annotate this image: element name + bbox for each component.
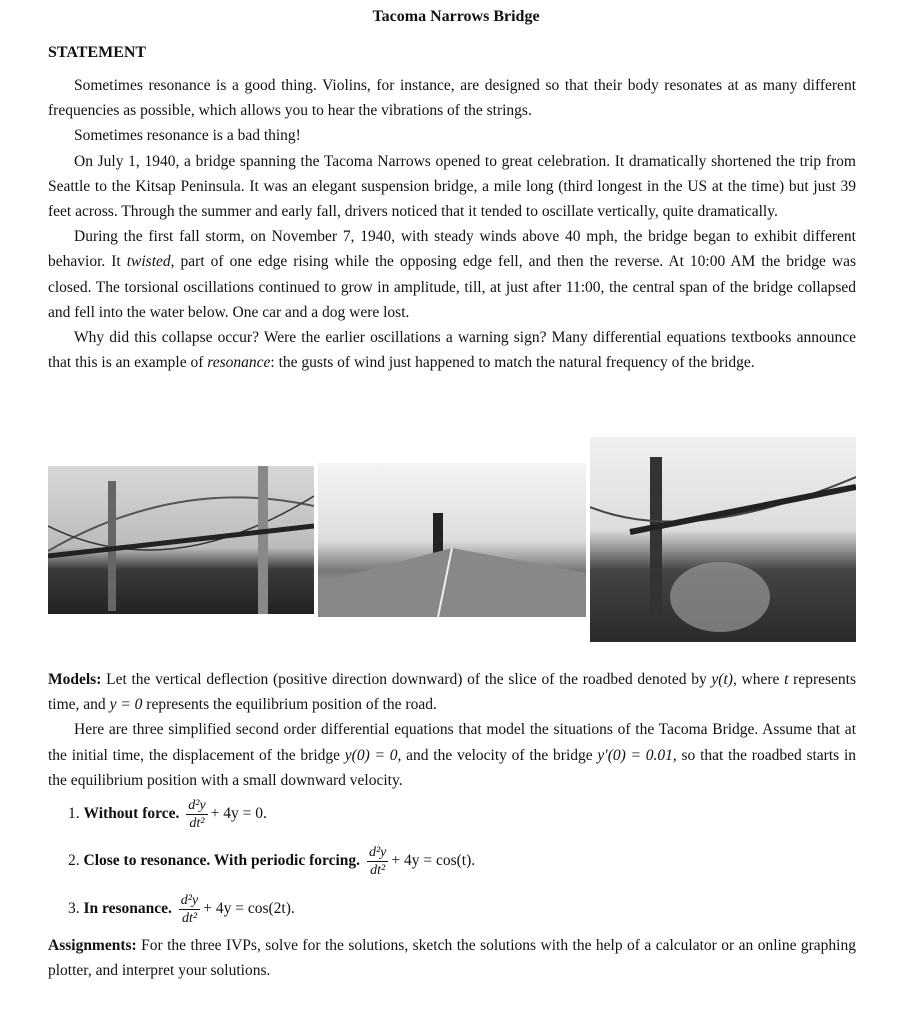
paragraph: Here are three simplified second order differential equations that model the situations of the Tacoma Bridge. Assume that at the initial time, the displacement of the bridge y(0) = 0, and the velocity of the bridge y′(0) = 0.01, so that the roadbed starts in the equilibrium position with a small downward velocity. <box>48 721 857 789</box>
paragraph: On July 1, 1940, a bridge spanning the Tacoma Narrows opened to great celebration. It dramatically shortened the trip from Seattle to the Kitsap Peninsula. It was an elegant suspension bridge, a mile long (third longest in the US at the time) but just 39 feet across. Through the summer and early fall, drivers noticed that it tended to oscillate vertically, quite dramatically. <box>48 152 856 221</box>
statement-heading: STATEMENT <box>48 44 147 61</box>
models-paragraph: Models: Let the vertical deflection (positive direction downward) of the slice of the roadbed denoted by y(t), where t represents time, and y = 0 represents the equilibrium position of the road. <box>48 671 856 714</box>
page-title: Tacoma Narrows Bridge <box>372 8 540 25</box>
paragraph: Sometimes resonance is a bad thing! <box>74 127 301 145</box>
paragraph: Why did this collapse occur? Were the earlier oscillations a warning sign? Many differential equations textbooks announce that this is an example of resonance: the gusts of wind just happened to match the natural frequency of the bridge. <box>48 329 856 372</box>
bridge-photo-roadway <box>318 463 586 617</box>
assignments: Assignments: For the three IVPs, solve for the solutions, sketch the solutions with the help of a calculator or an online graphing plotter, and interpret your solutions. <box>48 937 856 980</box>
equation-item-2: 2. Close to resonance. With periodic forcing. $\frac{\text{d²y}}{\text{dt²}}$ + 4y = cos(t). <box>68 845 476 878</box>
paragraph: During the first fall storm, on November 7, 1940, with steady winds above 40 mph, the bridge began to exhibit different behavior. It twisted, part of one edge rising while the opposing edge fell, and then the reverse. At 10:00 AM the bridge was closed. The torsional oscillations continued to grow in amplitude, till, at just after 11:00, the central span of the bridge collapsed and fell into the water below. One car and a dog were lost. <box>48 228 856 321</box>
bridge-photo-side <box>48 466 314 614</box>
models-section <box>48 667 856 793</box>
bridge-photo-collapse <box>590 437 856 642</box>
equation-item-1: 1. Without force. $\frac{\text{d²y}}{\text{dt²}}$ + 4y = 0. <box>68 798 267 831</box>
paragraph: Sometimes resonance is a good thing. Violins, for instance, are designed so that their body resonates at as many different frequencies as possible, which allows you to hear the vibrations of the strings. <box>48 77 856 120</box>
statement-body <box>48 73 856 375</box>
equation-item-3: 3. In resonance. $\frac{\text{d²y}}{\text{dt²}}$ + 4y = cos(2t). <box>68 893 295 926</box>
